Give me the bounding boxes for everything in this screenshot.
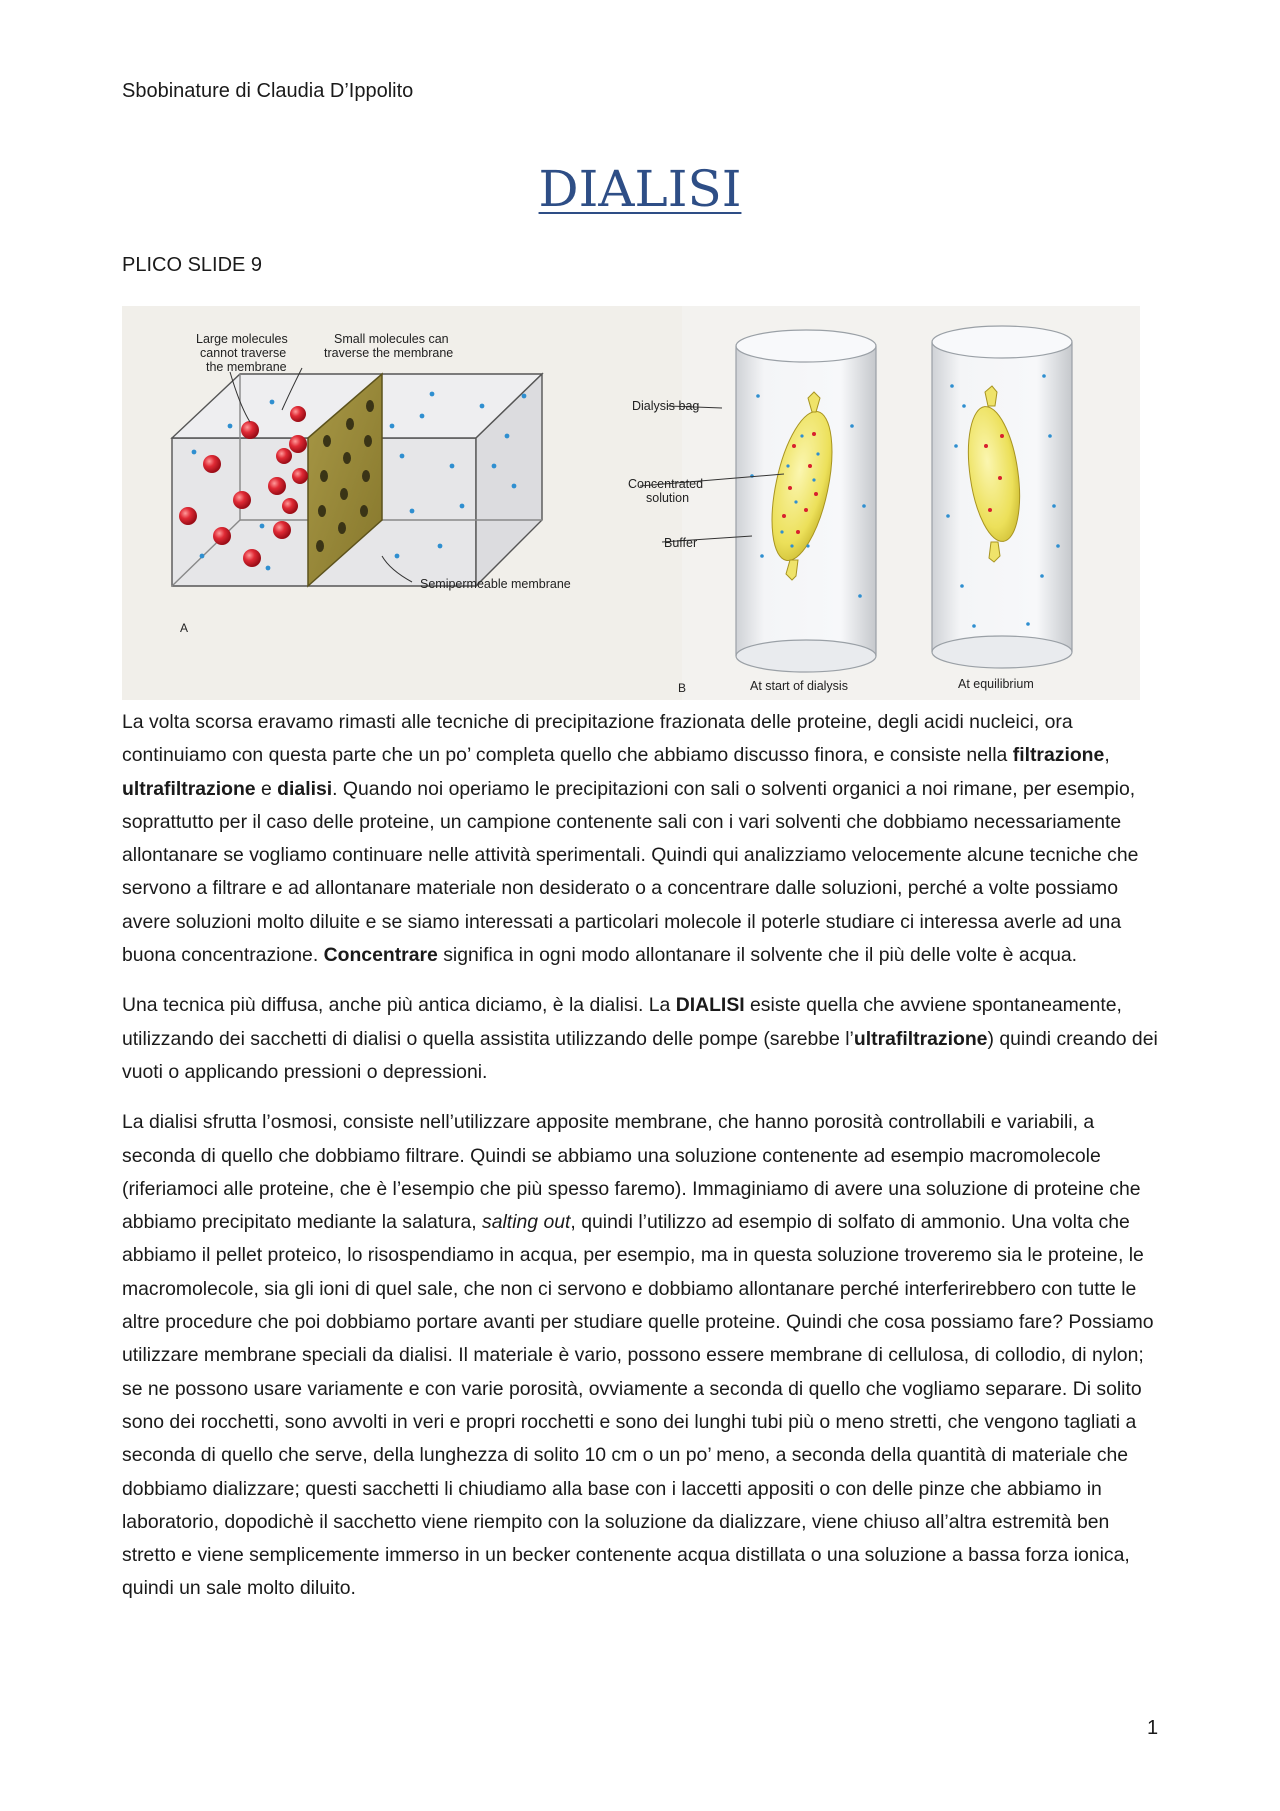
dialysis-bag-label: Dialysis bag [632,399,700,413]
beaker-equilibrium [932,326,1072,668]
concentrated-label-1: Concentrated [628,477,704,491]
large-molecules-label-3: the membrane [206,360,287,374]
large-molecules-label-1: Large molecules [196,332,288,346]
term-filtrazione: filtrazione [1012,744,1105,767]
running-header: Sbobinature di Claudia D’Ippolito [122,80,414,102]
concentrated-label-2: solution [646,491,690,505]
small-molecules-label-1: Small molecules can [334,332,449,346]
term-salting-out: salting out [482,1211,571,1234]
caption-at-equilibrium: At equilibrium [958,677,1034,691]
term-dialisi: dialisi [277,777,333,800]
large-molecules-label-2: cannot traverse [200,346,287,360]
page-number: 1 [1147,1717,1159,1739]
page-title: DIALISI [538,160,742,218]
panel-b-letter: B [678,681,687,695]
term-ultrafiltrazione-2: ultrafiltrazione [853,1027,988,1050]
buffer-label: Buffer [664,536,698,550]
small-molecules-label-2: traverse the membrane [324,346,454,360]
dialysis-figure [122,306,1140,700]
slide-reference: PLICO SLIDE 9 [122,254,263,276]
term-dialisi-caps: DIALISI [675,994,745,1017]
paragraph-1: La volta scorsa eravamo rimasti alle tecniche di precipitazione frazionata delle proteine, degli acidi nucleici, ora continuiamo con questa parte che un po’ completa quello che abbiamo discusso finora, e consiste nella filtrazione, ultrafiltrazione e dialisi. Quando noi operiamo le precipitazioni con sali o solventi organici a noi rimane, per esempio, soprattutto per il caso delle proteine, un campione contenente sali con i vari solventi che dobbiamo necessariamente allontanare se vogliamo continuare nelle attività sperimentali. Quindi qui analizziamo velocemente alcune tecniche che servono a filtrare e ad allontanare materiale non desiderato o a concentrare dalle soluzioni, perché a volte possiamo avere soluzioni molto diluite e se siamo interessati a particolari molecole il poterle studiare ci interessa averle ad una buona concentrazione. Concentrare significa in ogni modo allontanare il solvente che il più delle volte è acqua. [122,711,1139,967]
paragraph-3: La dialisi sfrutta l’osmosi, consiste nell’utilizzare apposite membrane, che hanno porosità controllabili e variabili, a seconda di quello che dobbiamo filtrare. Quindi se abbiamo una soluzione contenente ad esempio macromolecole (riferiamoci alle proteine, che è l’esempio che più spesso faremo). Immaginiamo di avere una soluzione di proteine che abbiamo precipitato mediante la salatura, salting out, quindi l’utilizzo ad esempio di solfato di ammonio. Una volta che abbiamo il pellet proteico, lo risospendiamo in acqua, per esempio, ma in questa soluzione troveremo sia le proteine, le macromolecole, sia gli ioni di quel sale, che non ci servono e dobbiamo allontanare perché interferirebbero con tutte le altre procedure che poi dobbiamo portare avanti per studiare quelle proteine. Quindi che cosa possiamo fare? Possiamo utilizzare membrane speciali da dialisi. Il materiale è vario, possono essere membrane di cellulosa, di collodio, di nylon; se ne possono usare variamente e con varie porosità, ovviamente a seconda di quello che vogliamo separare. Di solito sono dei rocchetti, sono avvolti in veri e propri rocchetti e sono dei lunghi tubi più o meno stretti, che vengono tagliati a seconda di quello che serve, della lunghezza di solito 10 cm o un po’ meno, a seconda della quantità di materiale che dobbiamo dializzare; questi sacchetti li chiudiamo alla base con i laccetti appositi o con delle pinze che abbiamo in laboratorio, dopodichè il sacchetto viene riempito con la soluzione da dializzare, viene chiuso all’altra estremità ben stretto e viene semplicemente immerso in un becker contenente acqua distillata o una soluzione a bassa forza ionica, quindi un sale molto diluito. [122,1111,1154,1600]
term-concentrare: Concentrare [323,944,438,967]
panel-a-letter: A [180,621,189,635]
membrane-label: Semipermeable membrane [420,577,571,591]
term-ultrafiltrazione: ultrafiltrazione [122,777,256,800]
beaker-start [736,330,876,672]
paragraph-2: Una tecnica più diffusa, anche più antica diciamo, è la dialisi. La DIALISI esiste quella che avviene spontaneamente, utilizzando dei sacchetti di dialisi o quella assistita utilizzando delle pompe (sarebbe l’ultrafiltrazione) quindi creando dei vuoti o applicando pressioni o depressioni. [122,994,1158,1083]
body-text [122,706,1164,1623]
caption-start-of-dialysis: At start of dialysis [750,679,848,693]
